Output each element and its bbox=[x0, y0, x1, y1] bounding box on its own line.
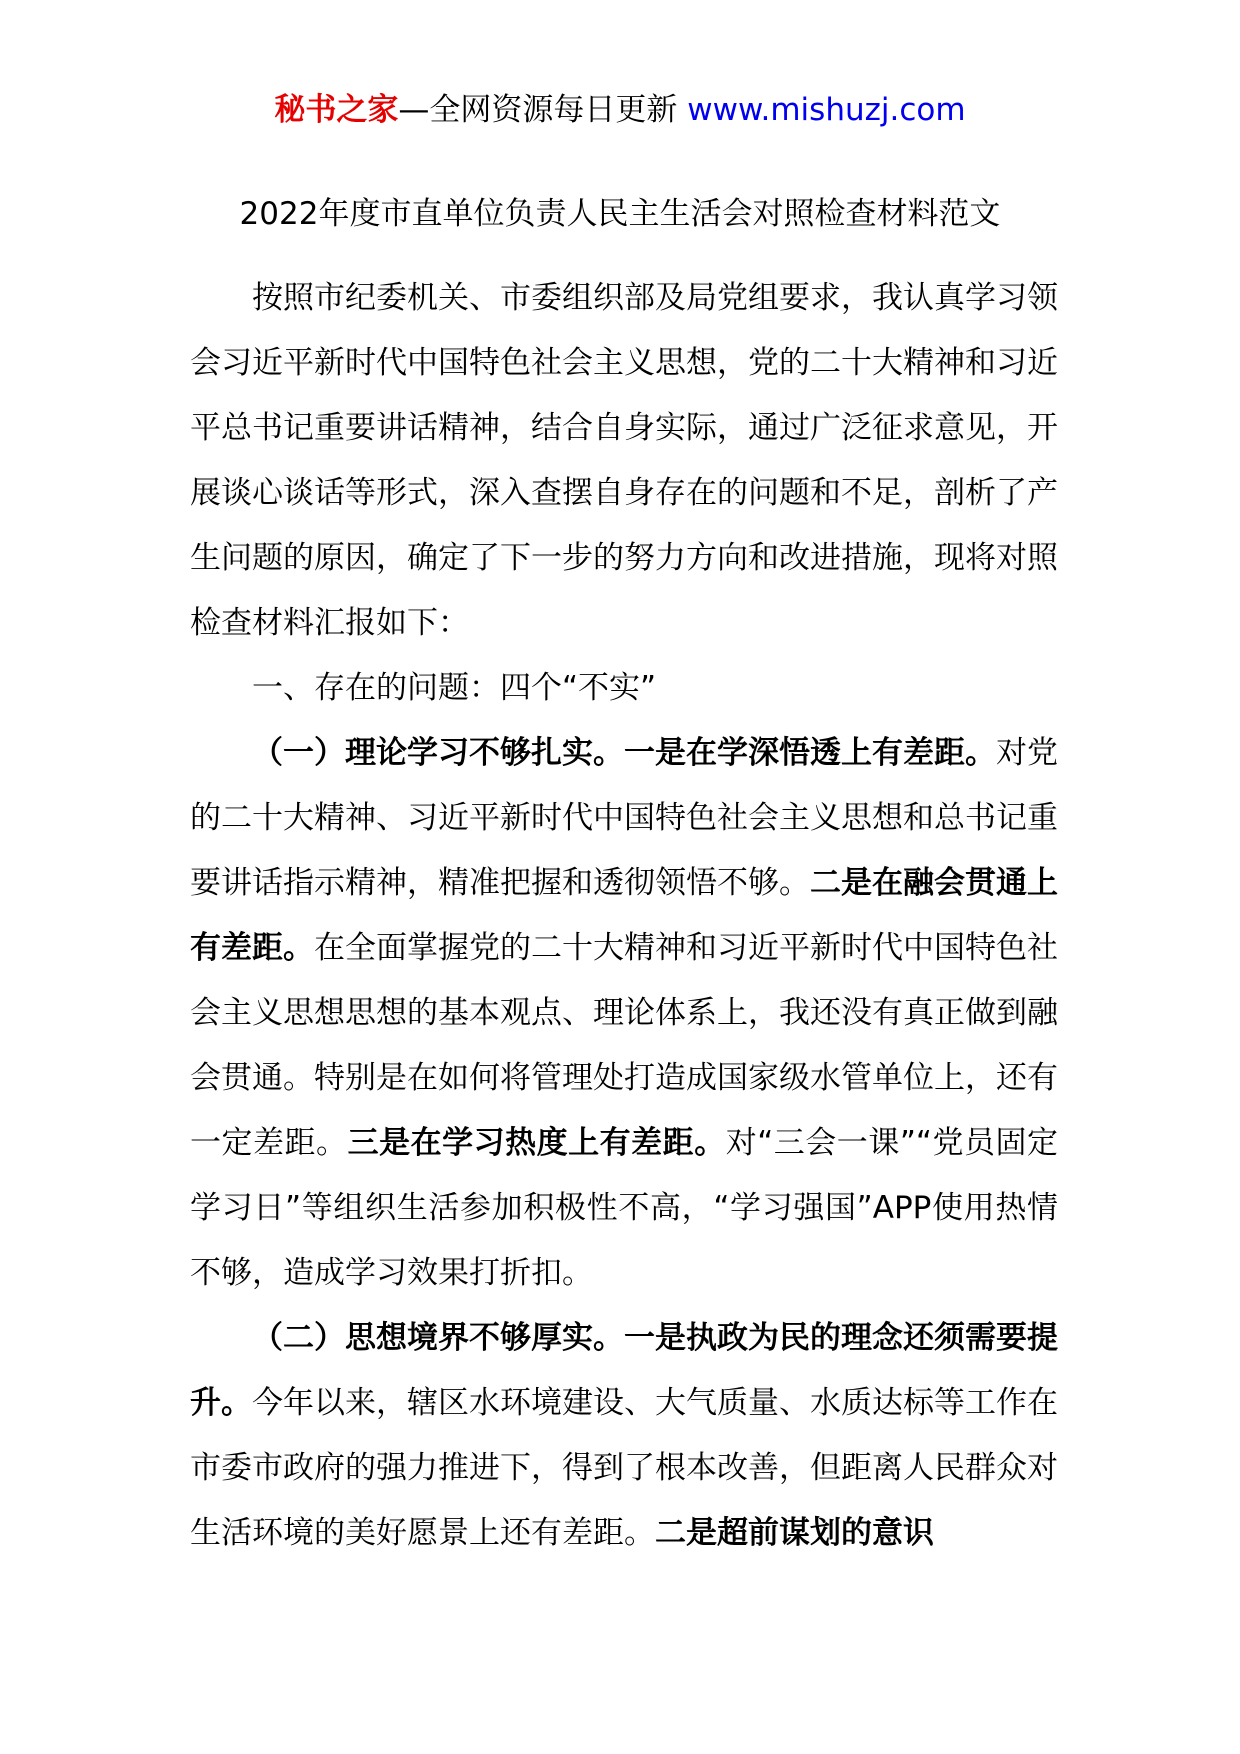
item2-heading: （二）思想境界不够厚实。 bbox=[252, 1320, 624, 1356]
document-title: 2022年度市直单位负责人民主生活会对照检查材料范文 bbox=[239, 196, 1001, 232]
item1-point3-label: 三是在学习热度上有差距。 bbox=[347, 1125, 726, 1161]
item2-point1-text: 今年以来，辖区水环境建设、大气质量、水质达标等工作在市委市政府的强力推进下，得到了根本改善，但距离人民群众对生活环境的美好愿景上还有差距。 bbox=[190, 1385, 1058, 1551]
item1-paragraph bbox=[190, 721, 1058, 1306]
item1-point1-text: 对党的二十大精神、习近平新时代中国特色社会主义思想和总书记重要讲话指示精神，精准把握和透彻领悟不够。 bbox=[190, 735, 1058, 901]
site-brand: 秘书之家 bbox=[274, 92, 399, 128]
item1-point2-label: 二是在融会贯通上有差距。 bbox=[190, 865, 1058, 966]
intro-paragraph: 按照市纪委机关、市委组织部及局党组要求，我认真学习领会习近平新时代中国特色社会主义思想，党的二十大精神和习近平总书记重要讲话精神，结合自身实际，通过广泛征求意见，开展谈心谈话等形式，深入查摆自身存在的问题和不足，剖析了产生问题的原因，确定了下一步的努力方向和改进措施，现将对照检查材料汇报如下： bbox=[190, 280, 1058, 641]
document-body bbox=[190, 266, 1058, 1566]
item1-point2-text: 在全面掌握党的二十大精神和习近平新时代中国特色社会主义思想思想的基本观点、理论体系上，我还没有真正做到融会贯通。特别是在如何将管理处打造成国家级水管单位上，还有一定差距。 bbox=[190, 930, 1058, 1161]
item2-point2-label: 二是超前谋划的意识 bbox=[655, 1515, 934, 1551]
item1-point3-text: 对“三会一课”“党员固定学习日”等组织生活参加积极性不高，“学习强国”APP使用热情不够，造成学习效果打折扣。 bbox=[190, 1125, 1058, 1291]
item2-paragraph bbox=[190, 1306, 1058, 1566]
site-banner bbox=[0, 88, 1240, 132]
item2-point1-label: 一是执政为民的理念还须需要提升。 bbox=[190, 1320, 1058, 1421]
item1-heading: （一）理论学习不够扎实。 bbox=[252, 735, 624, 771]
site-url-link[interactable]: www.mishuzj.com bbox=[687, 92, 966, 128]
item1-point1-label: 一是在学深悟透上有差距。 bbox=[624, 735, 996, 771]
site-tagline: —全网资源每日更新 bbox=[398, 92, 688, 128]
section-heading: 一、存在的问题：四个“不实” bbox=[252, 670, 657, 706]
